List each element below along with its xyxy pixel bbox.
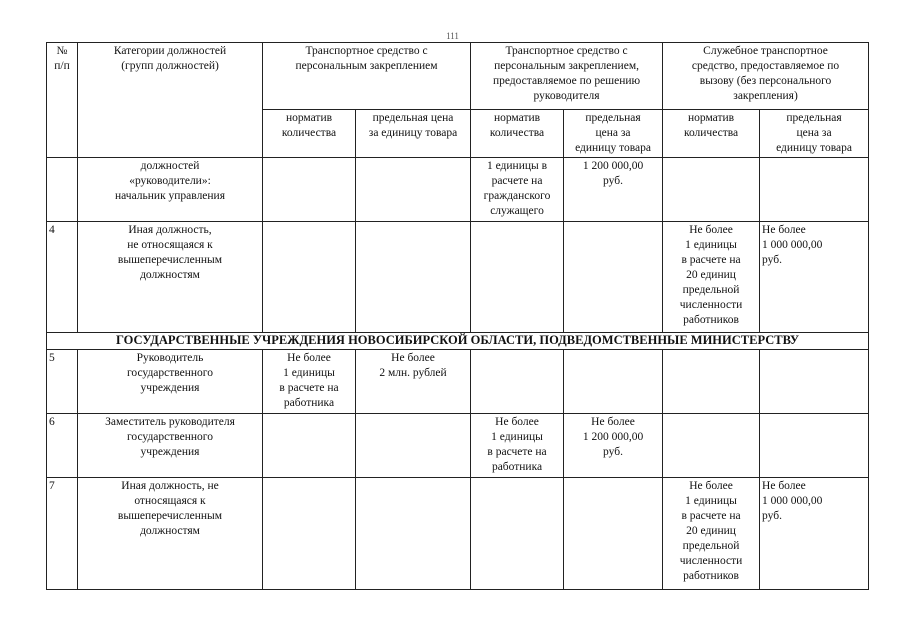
- row-num: 4: [47, 222, 78, 333]
- row-g3-qty: [663, 158, 760, 222]
- row-num: [47, 158, 78, 222]
- row-category: Заместитель руководителя государственного учреждения: [78, 414, 263, 478]
- row-num: 6: [47, 414, 78, 478]
- row-g3-price: [760, 350, 869, 414]
- row-category: Иная должность, не относящаяся к вышеперечисленным должностям: [78, 222, 263, 333]
- row-g2-qty: [471, 350, 564, 414]
- table-row: [47, 478, 869, 590]
- header-category: Категории должностей (групп должностей): [78, 43, 263, 158]
- row-g2-price: [564, 350, 663, 414]
- row-category: Руководитель государственного учреждения: [78, 350, 263, 414]
- row-g2-qty: 1 единицы в расчете на гражданского служащего: [471, 158, 564, 222]
- row-g1-qty: [263, 158, 356, 222]
- row-category: должностей «руководители»: начальник управления: [78, 158, 263, 222]
- row-g1-qty: [263, 222, 356, 333]
- vehicle-norms-table: [46, 42, 869, 590]
- header-g2-norm: норматив количества: [471, 110, 564, 158]
- row-g3-qty: [663, 350, 760, 414]
- row-category: Иная должность, не относящаяся к вышеперечисленным должностям: [78, 478, 263, 590]
- row-g1-price: [356, 158, 471, 222]
- row-g1-qty: [263, 478, 356, 590]
- row-g1-price: [356, 478, 471, 590]
- section-title: ГОСУДАРСТВЕННЫЕ УЧРЕЖДЕНИЯ НОВОСИБИРСКОЙ ОБЛАСТИ, ПОДВЕДОМСТВЕННЫЕ МИНИСТЕРСТВУ: [47, 333, 869, 350]
- header-g3-norm: норматив количества: [663, 110, 760, 158]
- row-g1-price: [356, 414, 471, 478]
- row-g3-price: [760, 158, 869, 222]
- section-row: [47, 333, 869, 350]
- row-g3-price: [760, 414, 869, 478]
- table-row: [47, 158, 869, 222]
- row-g2-qty: [471, 222, 564, 333]
- row-g3-qty: Не более 1 единицы в расчете на 20 единиц предельной численности работников: [663, 478, 760, 590]
- row-g3-price: Не более 1 000 000,00 руб.: [760, 478, 869, 590]
- row-g2-qty: Не более 1 единицы в расчете на работника: [471, 414, 564, 478]
- page-number: 111: [446, 31, 459, 41]
- table-row: [47, 350, 869, 414]
- row-g2-price: [564, 222, 663, 333]
- row-g3-qty: Не более 1 единицы в расчете на 20 единиц предельной численности работников: [663, 222, 760, 333]
- header-group-personal: Транспортное средство с персональным закреплением: [263, 43, 471, 110]
- row-g1-qty: [263, 414, 356, 478]
- header-g1-norm: норматив количества: [263, 110, 356, 158]
- table-row: [47, 414, 869, 478]
- row-g2-price: [564, 478, 663, 590]
- table-row: [47, 222, 869, 333]
- row-g3-price: Не более 1 000 000,00 руб.: [760, 222, 869, 333]
- header-group-on-call: Служебное транспортное средство, предоставляемое по вызову (без персонального закрепления): [663, 43, 869, 110]
- row-g1-price: [356, 222, 471, 333]
- header-num: № п/п: [47, 43, 78, 158]
- header-g3-price: предельная цена за единицу товара: [760, 110, 869, 158]
- header-row-1: [47, 43, 869, 110]
- row-g2-qty: [471, 478, 564, 590]
- row-g2-price: 1 200 000,00 руб.: [564, 158, 663, 222]
- row-g1-price: Не более 2 млн. рублей: [356, 350, 471, 414]
- row-num: 7: [47, 478, 78, 590]
- row-g2-price: Не более 1 200 000,00 руб.: [564, 414, 663, 478]
- row-num: 5: [47, 350, 78, 414]
- header-g2-price: предельная цена за единицу товара: [564, 110, 663, 158]
- row-g1-qty: Не более 1 единицы в расчете на работника: [263, 350, 356, 414]
- header-g1-price: предельная цена за единицу товара: [356, 110, 471, 158]
- row-g3-qty: [663, 414, 760, 478]
- header-group-by-decision: Транспортное средство с персональным закреплением, предоставляемое по решению руководителя: [471, 43, 663, 110]
